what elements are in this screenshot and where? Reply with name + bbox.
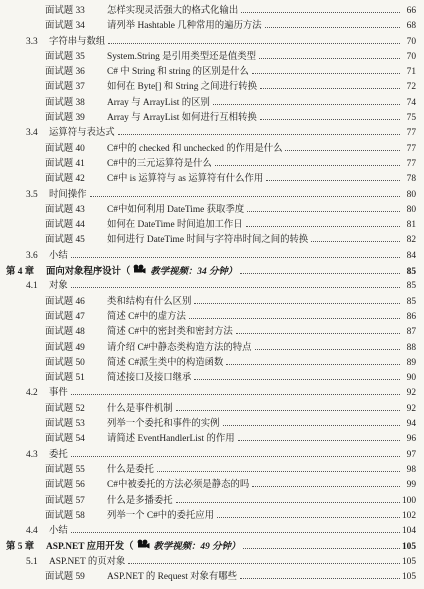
toc-entry-title: 字符串与数组: [49, 36, 106, 47]
toc-entry-number: 面试题 33: [45, 6, 85, 16]
dot-leader: [226, 364, 400, 365]
toc-page-number: 85: [406, 267, 416, 278]
toc-entry-title: 请列举 Hashtable 几种常用的遍历方法: [107, 21, 262, 32]
toc-entry-title: 小结: [49, 250, 68, 261]
toc-page-number: 74: [406, 97, 416, 108]
dot-leader: [176, 410, 400, 411]
toc-section-row[interactable]: [0, 35, 424, 50]
toc-entry-title: 面向对象程序设计（: [46, 267, 131, 278]
toc-page-number: 82: [406, 235, 416, 246]
toc-item-row[interactable]: [0, 80, 424, 95]
dot-leader: [240, 578, 400, 579]
toc-section-row[interactable]: [0, 279, 424, 294]
toc-entry-number: 面试题 49: [45, 342, 85, 353]
toc-entry-number: 面试题 41: [45, 158, 85, 169]
toc-entry-title: ASP.NET 的 Request 对象有哪些: [107, 571, 238, 582]
toc-item-row[interactable]: [0, 417, 424, 432]
toc-page-number: 100: [401, 495, 416, 506]
toc-entry-title: 如何进行 DateTime 时间与字符串时间之间的转换: [107, 235, 309, 246]
toc-item-row[interactable]: [0, 111, 424, 126]
toc-item-row[interactable]: [0, 310, 424, 325]
dot-leader: [285, 150, 400, 151]
toc-page-number: 75: [406, 113, 416, 124]
dot-leader: [213, 104, 400, 105]
dot-leader: [241, 12, 400, 13]
toc-section-row[interactable]: [0, 448, 424, 463]
toc-item-row[interactable]: [0, 203, 424, 218]
camera-icon: [136, 539, 150, 549]
toc-section-row[interactable]: [0, 555, 424, 570]
toc-entry-number: 第 4 章: [6, 267, 35, 278]
toc-page-number: 105: [401, 556, 416, 567]
toc-entry-title: ASP.NET 的页对象: [49, 556, 126, 567]
dot-leader: [189, 318, 400, 319]
toc-page-number: 77: [406, 158, 416, 169]
toc-page-number: 77: [406, 128, 416, 139]
toc-entry-title: 什么是委托: [107, 464, 154, 475]
dot-leader: [71, 532, 400, 533]
dot-leader: [255, 349, 400, 350]
toc-entry-number: 面试题 47: [45, 311, 85, 322]
toc-entry-number: 面试题 45: [45, 235, 85, 246]
toc-entry-number: 面试题 35: [45, 51, 85, 62]
table-of-contents: [0, 4, 424, 585]
toc-entry-number: 5.1: [26, 556, 38, 567]
toc-item-row[interactable]: [0, 65, 424, 80]
toc-entry-number: 面试题 51: [45, 373, 85, 384]
toc-entry-number: 面试题 34: [45, 21, 85, 32]
dot-leader: [243, 548, 400, 549]
toc-section-row[interactable]: [0, 188, 424, 203]
dot-leader: [311, 241, 400, 242]
toc-entry-number: 面试题 55: [45, 464, 85, 475]
camera-icon: [132, 264, 146, 274]
dot-leader: [238, 440, 400, 441]
dot-leader: [194, 303, 400, 304]
dot-leader: [236, 333, 400, 334]
toc-entry-title: C#中的 checked 和 unchecked 的作用是什么: [107, 143, 283, 154]
toc-page-number: 86: [406, 311, 416, 322]
toc-item-row[interactable]: [0, 142, 424, 157]
toc-page-number: 68: [406, 21, 416, 32]
toc-entry-number: 面试题 37: [45, 82, 85, 93]
toc-entry-number: 3.4: [26, 128, 38, 139]
toc-entry-title: ASP.NET 应用开发（: [46, 542, 134, 553]
toc-item-row[interactable]: [0, 371, 424, 386]
toc-item-row[interactable]: [0, 295, 424, 310]
toc-entry-number: 4.3: [26, 449, 38, 460]
toc-item-row[interactable]: [0, 402, 424, 417]
dot-leader: [108, 43, 400, 44]
toc-entry-number: 4.1: [26, 281, 38, 292]
toc-entry-number: 3.6: [26, 250, 38, 261]
toc-page-number: 78: [406, 174, 416, 185]
dot-leader: [252, 486, 400, 487]
dot-leader: [71, 287, 400, 288]
toc-item-row[interactable]: [0, 570, 424, 585]
toc-entry-number: 面试题 57: [45, 495, 85, 506]
toc-entry-number: 面试题 54: [45, 434, 85, 445]
toc-item-row[interactable]: [0, 233, 424, 248]
toc-item-row[interactable]: [0, 172, 424, 187]
toc-entry-number: 面试题 58: [45, 510, 85, 521]
toc-page-number: 98: [406, 464, 416, 475]
toc-page-number: 105: [401, 571, 416, 582]
toc-page-number: 80: [406, 204, 416, 215]
toc-item-row[interactable]: [0, 157, 424, 172]
toc-page-number: 90: [406, 373, 416, 384]
toc-page-number: 72: [406, 82, 416, 93]
dot-leader: [71, 456, 400, 457]
toc-item-row[interactable]: [0, 494, 424, 509]
toc-entry-title: C# 中 String 和 string 的区别是什么: [107, 67, 249, 78]
toc-chapter-row[interactable]: [0, 264, 424, 279]
toc-section-row[interactable]: [0, 249, 424, 264]
toc-item-row[interactable]: [0, 325, 424, 340]
toc-page-number: 105: [401, 542, 416, 553]
toc-entry-title: C#中 is 运算符与 as 运算符有什么作用: [107, 174, 264, 185]
dot-leader: [260, 88, 400, 89]
toc-page-number: 85: [406, 296, 416, 307]
toc-entry-number: 4.4: [26, 526, 38, 537]
toc-page-number: 84: [406, 250, 416, 261]
toc-section-row[interactable]: [0, 524, 424, 539]
toc-entry-title: 运算符与表达式: [49, 128, 115, 139]
toc-entry-title: 如何在 DateTime 时间追加工作日: [107, 220, 243, 231]
toc-entry-title: 什么是多播委托: [107, 495, 173, 506]
toc-entry-title: 怎样实现灵活强大的格式化输出: [107, 6, 239, 16]
toc-page-number: 80: [406, 189, 416, 200]
toc-section-row[interactable]: [0, 386, 424, 401]
toc-page-number: 81: [406, 220, 416, 231]
toc-entry-number: 面试题 50: [45, 357, 85, 368]
toc-page-number: 92: [406, 403, 416, 414]
toc-page-number: 102: [401, 510, 416, 521]
toc-page-number: 87: [406, 327, 416, 338]
toc-entry-number: 面试题 40: [45, 143, 85, 154]
toc-entry-title: 请介绍 C#中静态类构造方法的特点: [107, 342, 252, 353]
toc-page-number: 92: [406, 388, 416, 399]
toc-item-row[interactable]: [0, 432, 424, 447]
toc-item-row[interactable]: [0, 478, 424, 493]
toc-page-number: 85: [406, 281, 416, 292]
toc-page-number: 94: [406, 419, 416, 430]
toc-page-number: 88: [406, 342, 416, 353]
toc-entry-number: 第 5 章: [6, 542, 35, 553]
toc-entry-number: 面试题 39: [45, 113, 85, 124]
dot-leader: [223, 425, 400, 426]
toc-entry-number: 面试题 56: [45, 480, 85, 491]
dot-leader: [266, 180, 400, 181]
toc-entry-number: 面试题 52: [45, 403, 85, 414]
dot-leader: [157, 471, 400, 472]
toc-entry-number: 面试题 36: [45, 67, 85, 78]
toc-entry-title: Array 与 ArrayList 的区别: [107, 97, 210, 108]
dot-leader: [246, 226, 400, 227]
toc-chapter-row[interactable]: [0, 539, 424, 554]
toc-entry-number: 面试题 48: [45, 327, 85, 338]
dot-leader: [259, 58, 400, 59]
toc-section-row[interactable]: [0, 126, 424, 141]
dot-leader: [252, 73, 400, 74]
toc-entry-number: 面试题 59: [45, 571, 85, 582]
toc-item-row[interactable]: [0, 50, 424, 65]
toc-item-row[interactable]: [0, 509, 424, 524]
toc-entry-title: 类和结构有什么区别: [107, 296, 192, 307]
dot-leader: [215, 165, 400, 166]
toc-entry-title: 简述 C#中的密封类和密封方法: [107, 327, 233, 338]
dot-leader: [71, 257, 400, 258]
toc-entry-title: 请简述 EventHandlerList 的作用: [107, 434, 235, 445]
toc-entry-title: 简述 C#派生类中的构造函数: [107, 357, 224, 368]
toc-page-number: 70: [406, 51, 416, 62]
dot-leader: [71, 394, 400, 395]
dot-leader: [128, 563, 400, 564]
toc-entry-title: 对象: [49, 281, 68, 292]
toc-item-row[interactable]: [0, 96, 424, 111]
toc-item-row[interactable]: [0, 463, 424, 478]
toc-entry-title: C#中的三元运算符是什么: [107, 158, 212, 169]
toc-entry-number: 4.2: [26, 388, 38, 399]
toc-entry-number: 面试题 53: [45, 419, 85, 430]
toc-page-number: 77: [406, 143, 416, 154]
toc-page-number: 71: [406, 67, 416, 78]
toc-item-row[interactable]: [0, 19, 424, 34]
video-duration-label: 教学视频：49 分钟）: [153, 542, 241, 553]
toc-entry-number: 面试题 43: [45, 204, 85, 215]
toc-entry-title: 委托: [49, 449, 68, 460]
toc-page-number: 96: [406, 434, 416, 445]
toc-entry-title: 小结: [49, 526, 68, 537]
toc-entry-title: 简述 C#中的虚方法: [107, 311, 186, 322]
toc-page-number: 89: [406, 357, 416, 368]
toc-entry-title: 如何在 Byte[] 和 String 之间进行转换: [107, 82, 257, 93]
toc-entry-title: 简述接口及接口继承: [107, 373, 192, 384]
toc-entry-title: 时间操作: [49, 189, 87, 200]
toc-item-row[interactable]: [0, 218, 424, 233]
toc-entry-title: 列举一个委托和事件的实例: [107, 419, 220, 430]
toc-entry-number: 面试题 46: [45, 296, 85, 307]
dot-leader: [194, 379, 400, 380]
toc-item-row[interactable]: [0, 356, 424, 371]
toc-entry-title: 什么是事件机制: [107, 403, 173, 414]
toc-entry-title: Array 与 ArrayList 如何进行互相转换: [107, 113, 257, 124]
toc-entry-number: 3.5: [26, 189, 38, 200]
dot-leader: [176, 502, 400, 503]
dot-leader: [240, 273, 400, 274]
toc-entry-number: 面试题 38: [45, 97, 85, 108]
toc-page-number: 97: [406, 449, 416, 460]
toc-entry-title: C#中被委托的方法必须是静态的吗: [107, 480, 250, 491]
dot-leader: [260, 119, 400, 120]
toc-entry-title: 事件: [49, 388, 68, 399]
toc-entry-number: 面试题 44: [45, 220, 85, 231]
dot-leader: [217, 517, 400, 518]
dot-leader: [247, 211, 400, 212]
dot-leader: [118, 134, 400, 135]
toc-entry-number: 3.3: [26, 36, 38, 47]
toc-page-number: 66: [406, 6, 416, 16]
toc-item-row[interactable]: [0, 341, 424, 356]
toc-page-number: 70: [406, 36, 416, 47]
toc-entry-title: 列举一个 C#中的委托应用: [107, 510, 215, 521]
toc-item-row[interactable]: [0, 4, 424, 19]
toc-entry-title: C#中如何利用 DateTime 获取季度: [107, 204, 245, 215]
toc-page-number: 99: [406, 480, 416, 491]
toc-page-number: 104: [401, 526, 416, 537]
dot-leader: [90, 196, 400, 197]
toc-entry-number: 面试题 42: [45, 174, 85, 185]
video-duration-label: 教学视频：34 分钟）: [150, 267, 238, 278]
dot-leader: [265, 27, 400, 28]
toc-entry-title: System.String 是引用类型还是值类型: [107, 51, 256, 62]
